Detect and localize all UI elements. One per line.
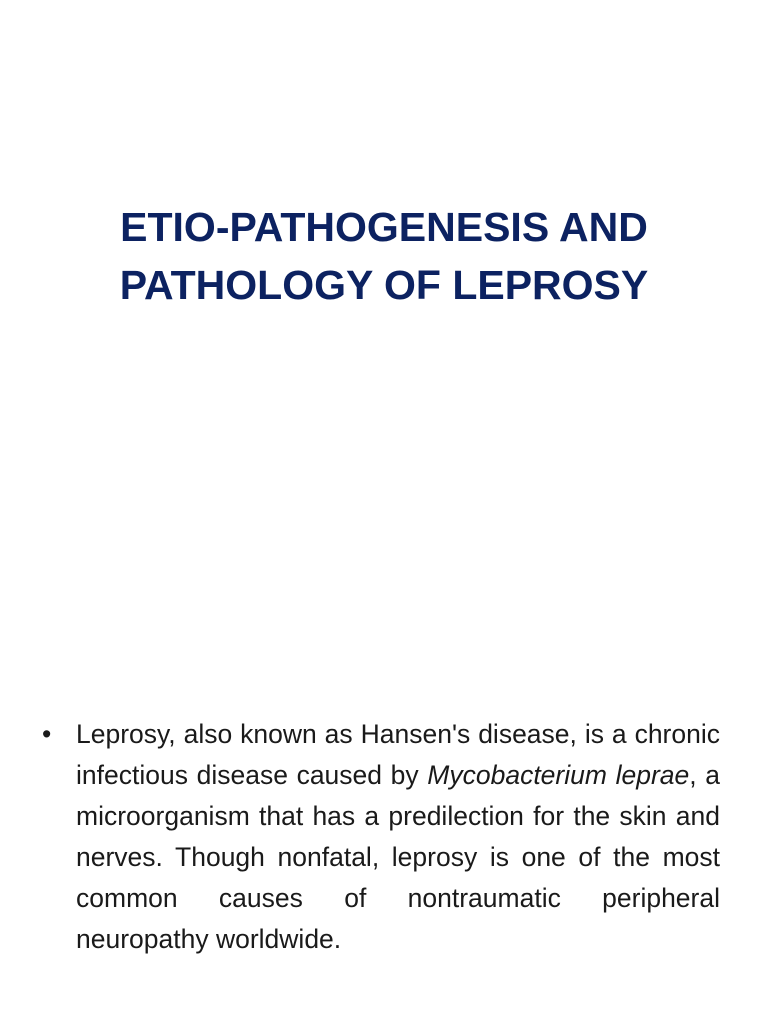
bullet-list bbox=[40, 714, 720, 960]
bullet-item bbox=[40, 714, 720, 960]
slide-title-line-1: ETIO-PATHOGENESIS AND bbox=[120, 204, 648, 250]
bullet-text-after: , a microorganism that has a predilection for the skin and nerves. Though nonfatal, leprosy is one of the most common causes of nontraumatic peripheral neuropathy worldwide. bbox=[76, 760, 720, 954]
slide-title-line-2: PATHOLOGY OF LEPROSY bbox=[119, 262, 649, 308]
slide-title bbox=[40, 198, 728, 314]
bullet-text-before: Leprosy, also known as Hansen's disease, is a chronic infectious disease caused by bbox=[76, 719, 720, 790]
bullet-text-italic-organism: Mycobacterium leprae bbox=[427, 760, 690, 790]
bullet-marker: • bbox=[42, 719, 52, 749]
